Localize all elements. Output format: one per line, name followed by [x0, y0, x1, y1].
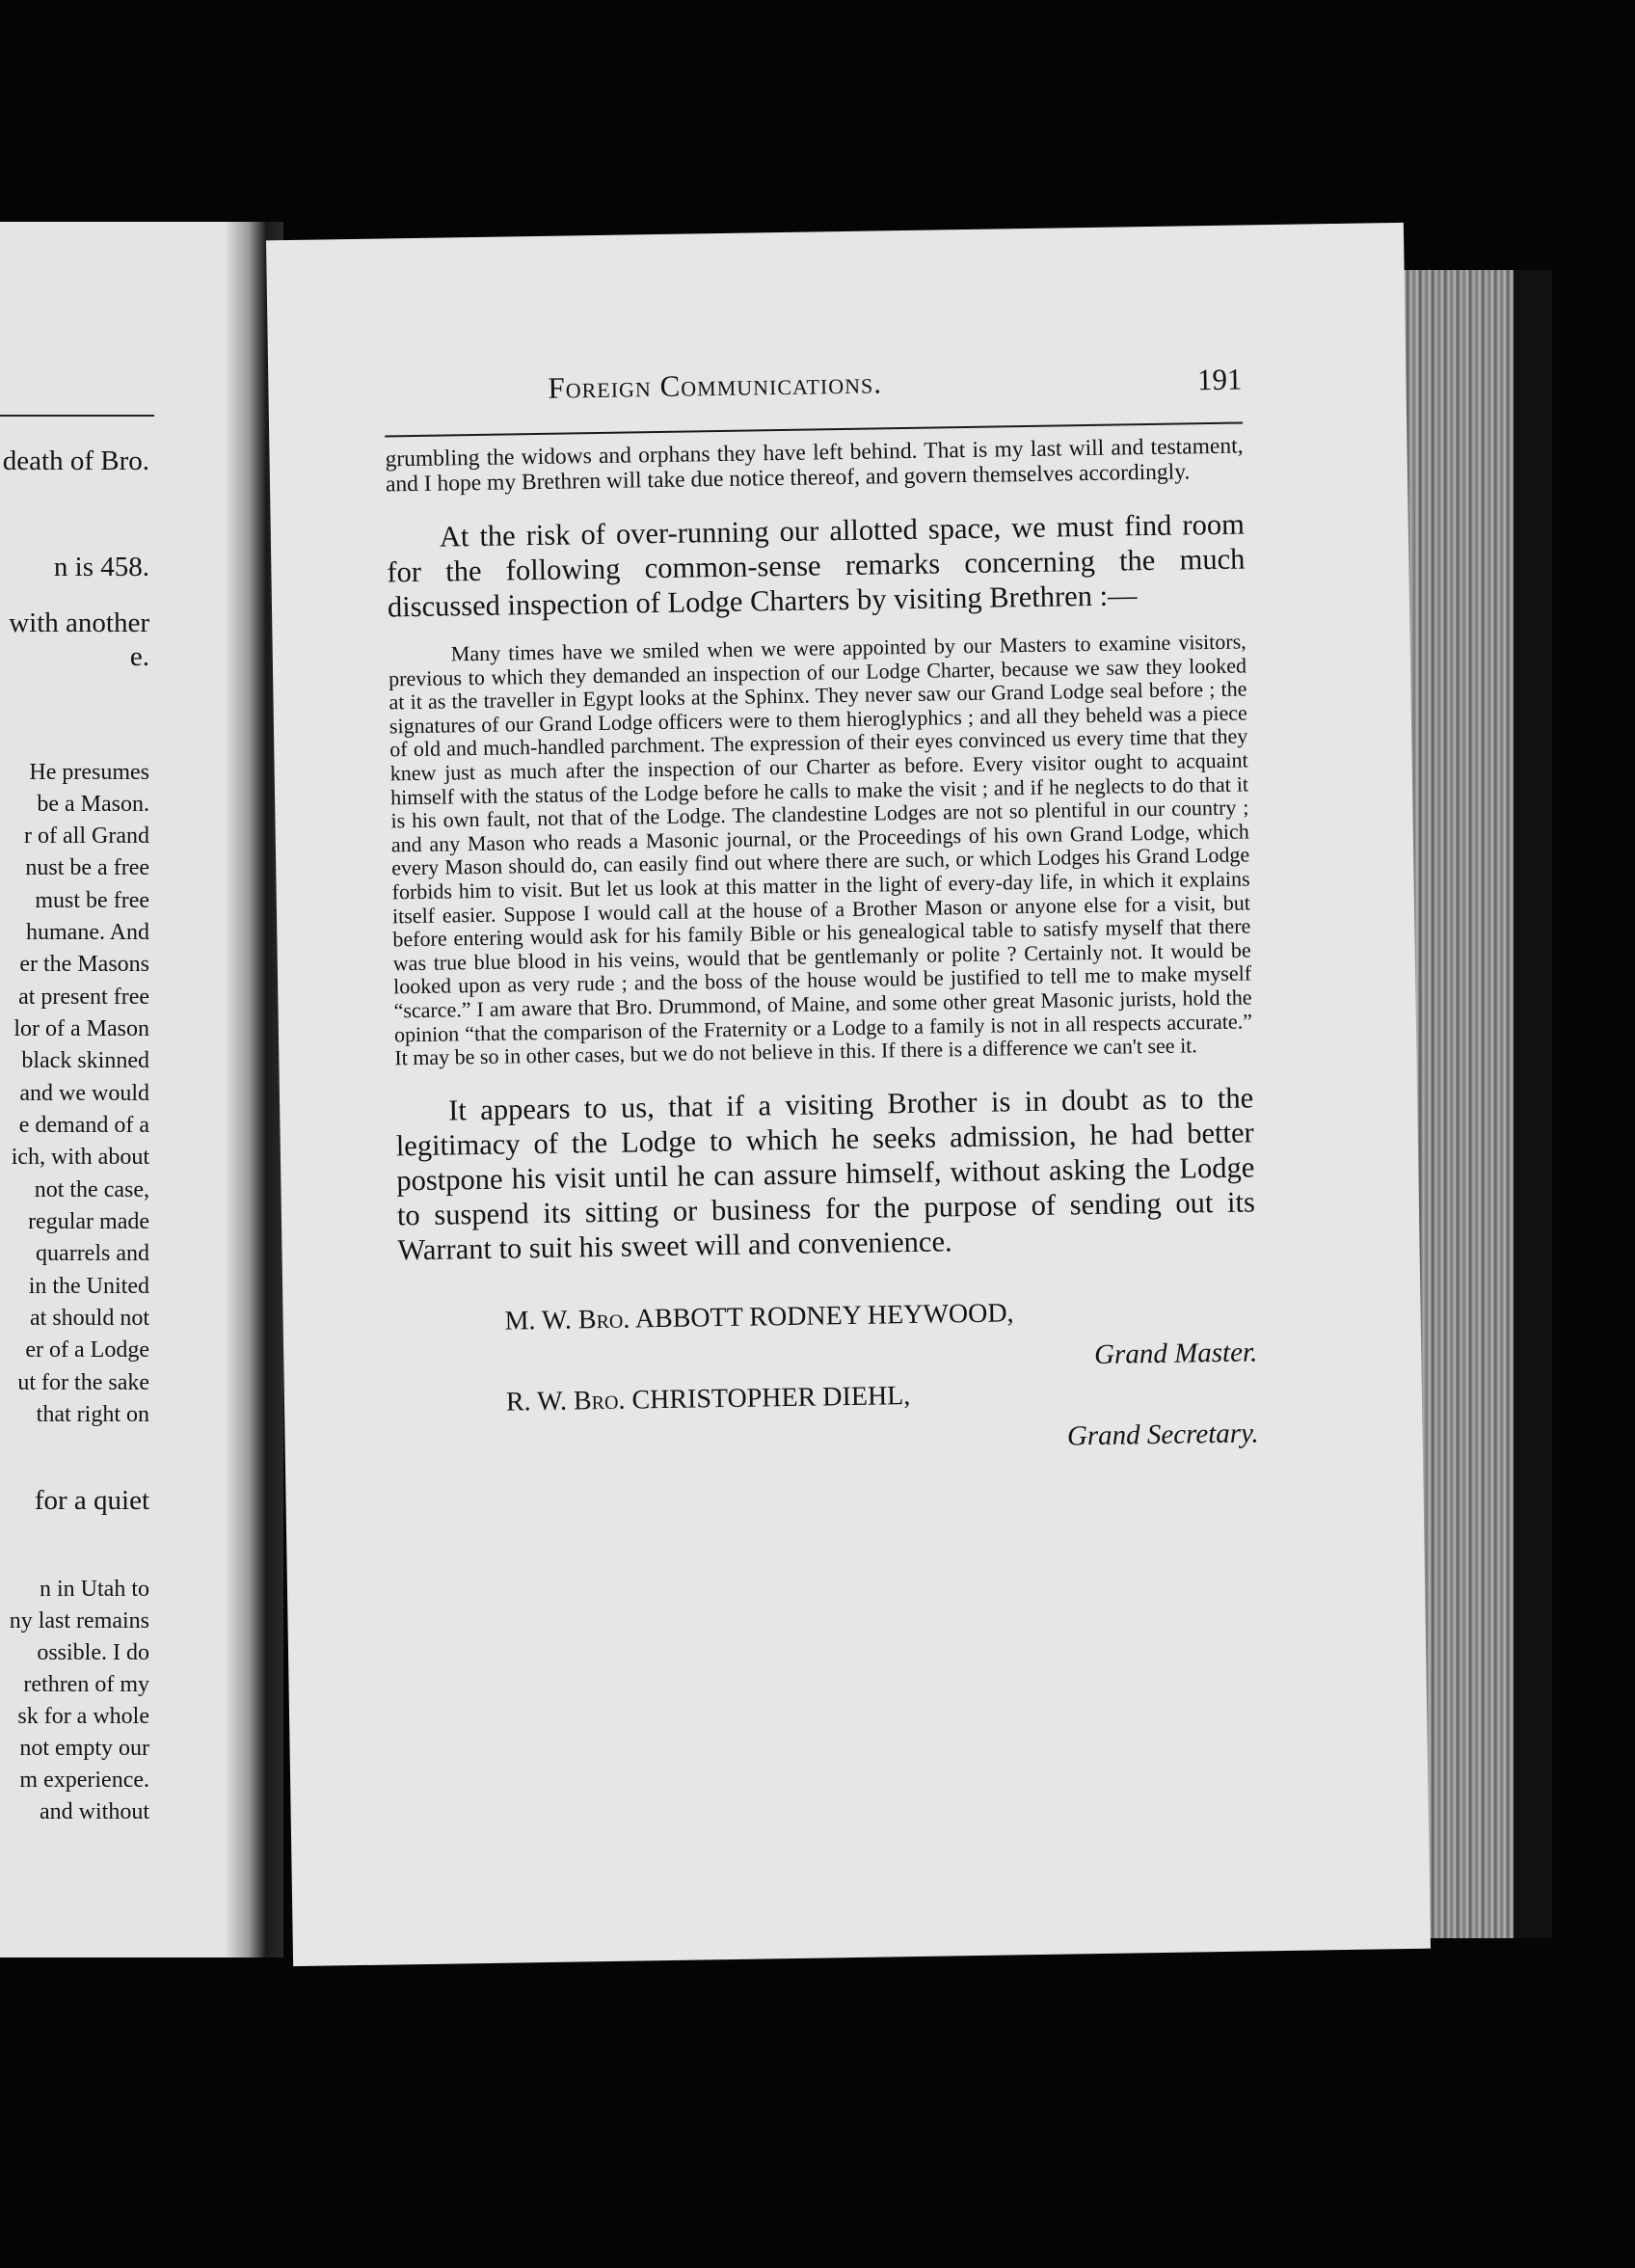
left-page-line: nust be a free: [25, 855, 149, 880]
grand-secretary-title: Grand Secretary.: [1066, 1418, 1259, 1452]
left-page-line: er of a Lodge: [25, 1337, 149, 1363]
page-header: [384, 360, 1243, 431]
grand-secretary-prefix: R. W. Bro.: [505, 1385, 626, 1418]
left-page-rule: [0, 415, 154, 417]
left-page-line: He presumes: [29, 760, 149, 785]
left-page-line: for a quiet: [34, 1485, 149, 1516]
continued-paragraph: grumbling the widows and orphans they have left behind. That is my last will and testament, and I hope my Brethren will take due notice thereof, and govern themselves accordingly.: [385, 433, 1244, 498]
left-page-line: n in Utah to: [40, 1577, 149, 1602]
left-page: [0, 222, 251, 1958]
book-edge-shadow: [1514, 270, 1552, 1938]
left-page-line: must be free: [35, 888, 149, 913]
grand-master-title: Grand Master.: [1093, 1336, 1258, 1370]
left-page-line: not empty our: [19, 1736, 149, 1761]
grand-master-prefix: M. W. Bro.: [504, 1304, 630, 1336]
running-head: Foreign Communications.: [548, 365, 883, 405]
left-page-line: quarrels and: [36, 1241, 149, 1266]
left-page-line: rethren of my: [23, 1672, 149, 1697]
left-page-line: r of all Grand: [24, 824, 149, 849]
grand-secretary-line: [506, 1381, 911, 1418]
page-number: 191: [1196, 362, 1243, 397]
left-page-line: ut for the sake: [17, 1370, 149, 1395]
left-page-line: and we would: [19, 1081, 149, 1106]
left-page-line: ny last remains: [9, 1608, 149, 1634]
left-page-line: at present free: [18, 985, 149, 1010]
left-page-line: with another: [9, 608, 149, 638]
left-page-line: lor of a Mason: [13, 1016, 149, 1041]
closing-paragraph: It appears to us, that if a visiting Brother is in doubt as to the legitimacy of the Lodge to which he seeks admission, he had better postpone his visit until he can assure himself, without asking the Lodge to suspend its sitting or business for the purpose of sending out its Warrant to suit his sweet will and convenience.: [395, 1081, 1256, 1267]
left-page-line: e.: [129, 641, 149, 672]
left-page-line: sk for a whole: [17, 1704, 149, 1729]
signature-block: [398, 1294, 1259, 1500]
left-page-line: n is 458.: [53, 552, 149, 582]
grand-secretary-name: CHRISTOPHER DIEHL,: [631, 1380, 911, 1416]
grand-master-name: ABBOTT RODNEY HEYWOOD,: [634, 1298, 1014, 1335]
left-page-line: at should not: [30, 1306, 149, 1331]
left-page-line: e demand of a: [18, 1113, 149, 1138]
left-page-line: that right on: [36, 1402, 149, 1427]
intro-paragraph: At the risk of over-running our allotted space, we must find room for the following common-sense remarks concerning the much discussed inspection of Lodge Charters by visiting Brethren :—: [387, 507, 1246, 624]
left-page-line: ossible. I do: [37, 1640, 149, 1665]
grand-master-line: [504, 1298, 1013, 1336]
page-text: [384, 360, 1259, 1500]
left-page-line: death of Bro.: [2, 446, 149, 476]
left-page-line: regular made: [28, 1209, 149, 1234]
left-page-line: not the case,: [34, 1177, 149, 1202]
left-page-line: be a Mason.: [37, 792, 149, 817]
left-page-line: black skinned: [21, 1048, 149, 1073]
left-page-line: and without: [40, 1799, 149, 1824]
left-page-line: humane. And: [26, 920, 149, 945]
left-page-line: ich, with about: [11, 1145, 149, 1170]
right-page: [266, 223, 1431, 1966]
quoted-passage: Many times have we smiled when we were appointed by our Masters to examine visitors, previous to which they demanded an inspection of our Lodge Charter, because we saw they looked at it as the traveller in Egypt looks at the Sphinx. They never saw our Grand Lodge seal before ; the signatures of our Grand Lodge officers were to them hieroglyphics ; and all they beheld was a piece of old and much-handled parchment. The expression of their eyes convinced us every time that they knew just as much after the inspection of our Charter as before. Every visitor ought to acquaint himself with the status of the Lodge before he calls to make the visit ; and if he neglects to do that it is his own fault, not that of the Lodge. The clandestine Lodges are not so plentiful in our country ; and any Mason who reads a Masonic journal, or the Proceedings of his own Grand Lodge, which every Mason should do, can easily find out where there are such, or which Lodges his Grand Lodge forbids him to visit. But let us look at this matter in the light of every-day life, in which it explains itself easier. Suppose I would call at the house of a Brother Mason or anyone else for a visit, but before entering would ask for his family Bible or his genealogical table to satisfy myself that there was true blue blood in his veins, would that be gentlemanly or polite ? Certainly not. It would be looked upon as very rude ; and the boss of the house would be justified to tell me to make myself “scarce.” I am aware that Bro. Drummond, of Maine, and some other great Masonic jurists, hold the opinion “that the comparison of the Fraternity or a Lodge to a family is not in all respects accurate.” It may be so in other cases, but we do not believe in this. If there is a difference we can't see it.: [388, 629, 1253, 1070]
left-page-line: in the United: [28, 1274, 149, 1299]
left-page-line: m experience.: [19, 1768, 149, 1793]
left-page-line: er the Masons: [19, 952, 149, 977]
